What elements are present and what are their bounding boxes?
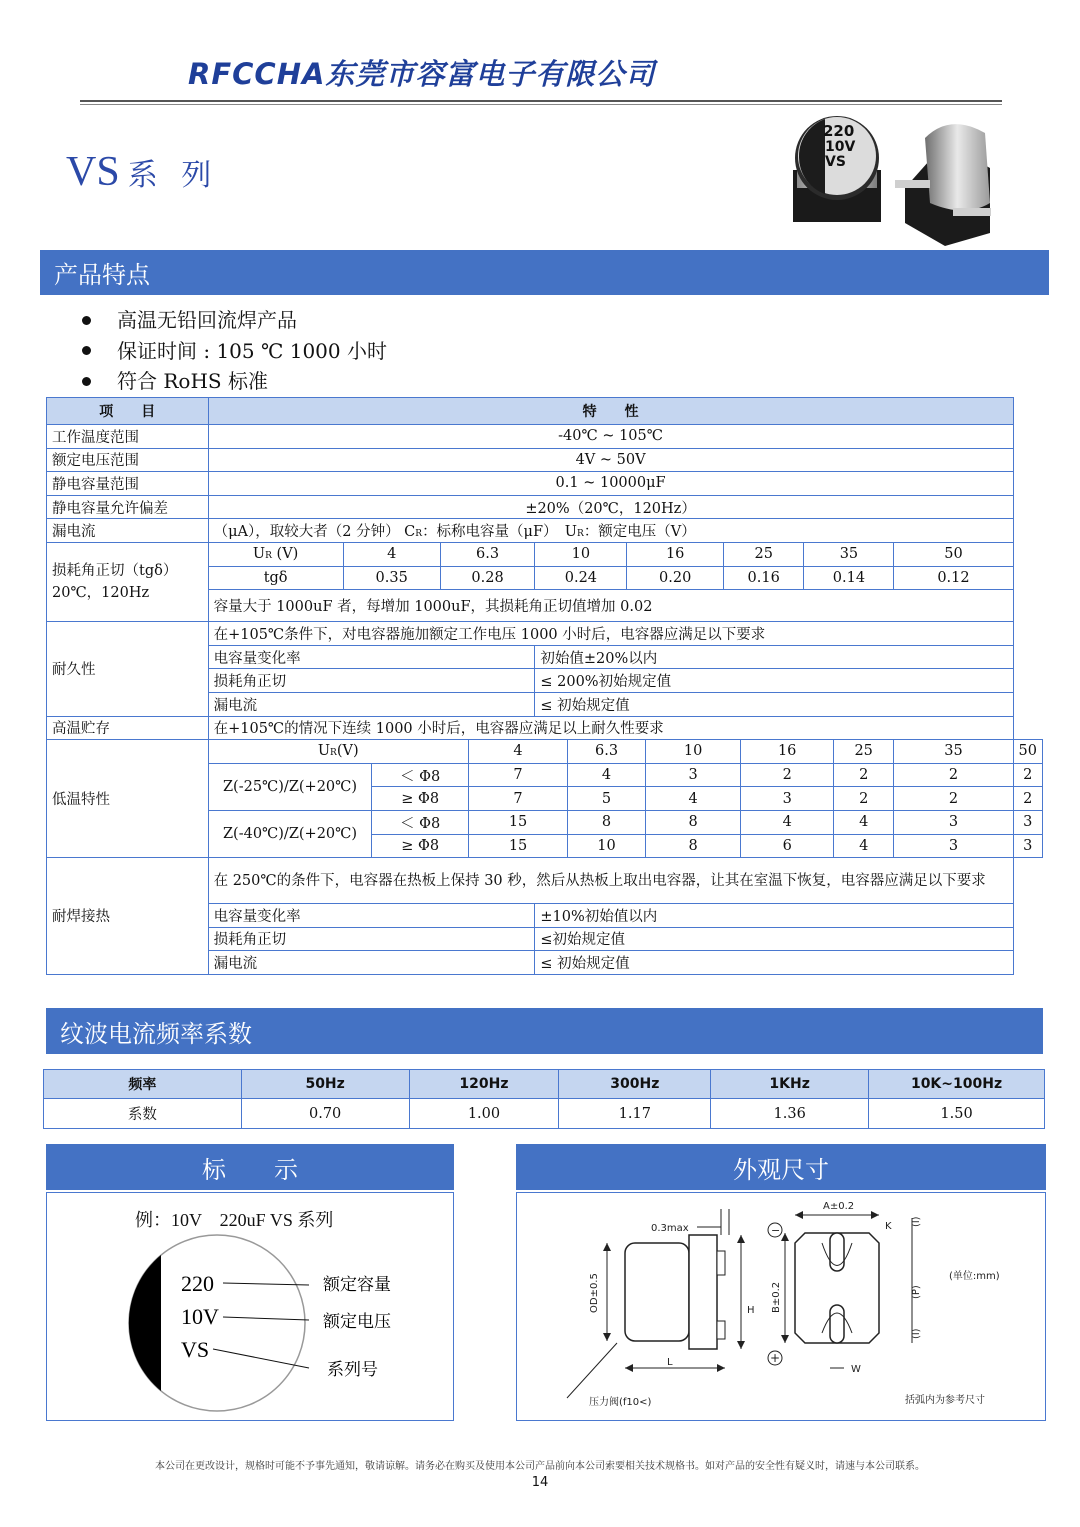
endurance-row: 耐久性 在+105℃条件下，对电容器施加额定工作电压 1000 小时后，电容器应满足以下要求: [47, 622, 1043, 646]
dimension-drawing: [517, 1193, 1044, 1419]
bullet-icon: [82, 346, 91, 355]
dimensions-panel: [516, 1192, 1046, 1421]
svg-text:压力阀(f10<): 压力阀(f10<): [589, 1397, 652, 1408]
footer-note: 本公司在更改设计，规格时可能不予事先通知，敬请谅解。请务必在购买及使用本公司产品前向本公司索要相关技术规格书。如对产品的安全性有疑义时，请速与本公司联系。: [155, 1461, 925, 1472]
minus-icon: −: [771, 1224, 781, 1237]
svg-text:(P): (P): [911, 1285, 922, 1299]
series-title: [66, 148, 219, 196]
ripple-freq-row: 频率 50Hz 120Hz 300Hz 1KHz 10K~100Hz: [44, 1070, 1045, 1099]
marking-example: 例：10V 220uF VS 系列: [135, 1210, 334, 1230]
spec-header-row: [47, 398, 1043, 425]
bullet-icon: [82, 377, 91, 386]
spec-row: 静电容量范围 0.1 ~ 10000μF: [47, 472, 1043, 496]
svg-text:括弧内为参考尺寸: 括弧内为参考尺寸: [905, 1395, 985, 1406]
tan-voltage-row: 损耗角正切（tgδ） 20℃，120Hz UR (V) 4 6.3 10 16 25 35 50: [47, 542, 1043, 566]
header-rule: [80, 100, 1002, 102]
photo-text-3: VS: [825, 154, 846, 170]
company-name: RFCCHA东莞市容富电子有限公司: [188, 57, 656, 91]
spec-row: 工作温度范围 -40℃ ~ 105℃: [47, 425, 1043, 449]
page-number: 14: [531, 1475, 549, 1490]
tan-note-row: 容量大于 1000uF 者，每增加 1000uF，其损耗角正切值增加 0.02: [47, 590, 1043, 622]
ripple-table: [43, 1069, 1045, 1129]
photo-text-2: 10V: [825, 139, 856, 155]
series-name: VS: [66, 149, 120, 195]
section-marking-header: 标 示: [46, 1144, 454, 1190]
col-char: 特 性: [208, 398, 1013, 425]
photo-text-1: 220: [823, 122, 855, 140]
spec-row: 漏电流 （μA），取较大者（2 分钟） CR：标称电容量（μF） UR：额定电压（V）: [47, 519, 1043, 543]
svg-text:H: H: [747, 1305, 755, 1316]
section-dimensions-header: 外观尺寸: [516, 1144, 1046, 1190]
tan-value-row: tgδ 0.35 0.28 0.24 0.20 0.16 0.14 0.12: [47, 566, 1043, 590]
svg-text:VS: VS: [181, 1337, 210, 1362]
svg-text:(单位:mm): (单位:mm): [949, 1271, 1000, 1282]
svg-text:系列号: 系列号: [327, 1360, 378, 1380]
svg-text:B±0.2: B±0.2: [771, 1281, 782, 1313]
svg-text:0.3max: 0.3max: [651, 1223, 689, 1234]
svg-text:额定电压: 额定电压: [323, 1312, 391, 1332]
svg-text:(l): (l): [911, 1216, 922, 1227]
header-rule-thin: [80, 104, 1002, 105]
svg-text:(l): (l): [911, 1328, 922, 1339]
svg-text:W: W: [851, 1364, 861, 1375]
capacitor-photo: [785, 108, 1000, 246]
spec-row: 额定电压范围 4V ~ 50V: [47, 448, 1043, 472]
series-suffix: 系 列: [127, 159, 220, 192]
lowtemp-voltage-row: 低温特性 UR(V) 4 6.3 10 16 25 35 50: [47, 740, 1043, 764]
section-features-header: 产品特点: [40, 250, 1049, 295]
feature-item: 高温无铅回流焊产品: [80, 305, 387, 336]
leak-current-value: （μA），取较大者（2 分钟） CR：标称电容量（μF） UR：额定电压（V）: [208, 519, 1013, 543]
svg-text:10V: 10V: [181, 1304, 219, 1329]
ripple-coef-row: 系数 0.70 1.00 1.17 1.36 1.50: [44, 1099, 1045, 1129]
svg-text:A±0.2: A±0.2: [823, 1201, 855, 1212]
feature-item: 保证时间 : 105 ℃ 1000 小时: [80, 336, 387, 367]
tan-label: 损耗角正切（tgδ） 20℃，120Hz: [47, 542, 209, 621]
bullet-icon: [82, 316, 91, 325]
section-ripple-header: 纹波电流频率系数: [46, 1008, 1043, 1054]
col-item: 项 目: [47, 398, 209, 425]
spec-row: 静电容量允许偏差 ±20%（20℃，120Hz）: [47, 495, 1043, 519]
feature-item: 符合 RoHS 标准: [80, 366, 387, 397]
plus-icon: +: [770, 1351, 781, 1365]
svg-text:220: 220: [181, 1271, 214, 1296]
svg-text:L: L: [667, 1357, 673, 1368]
svg-text:K: K: [885, 1221, 892, 1232]
feature-list: [80, 305, 387, 397]
svg-text:额定容量: 额定容量: [323, 1275, 391, 1295]
storage-row: 高温贮存 在+105℃的情况下连续 1000 小时后，电容器应满足以上耐久性要求: [47, 716, 1043, 740]
solder-row: 耐焊接热 在 250℃的条件下，电容器在热板上保持 30 秒，然后从热板上取出电容器，让其在室温下恢复，电容器应满足以下要求: [47, 858, 1043, 904]
marking-panel: [46, 1192, 454, 1421]
marking-diagram: [47, 1193, 452, 1419]
svg-text:OD±0.5: OD±0.5: [589, 1273, 600, 1313]
spec-table: 项 目 特 性 工作温度范围 -40℃ ~ 105℃ 额定电压范围 4V ~ 50V 静电容量范围 0.1 ~ 10000μF 静电容量允许偏差 ±20%（20℃，120Hz） 漏电流 （μA），取较大者（2 分钟） CR：标称电容量（μF） UR：额定电压（V） 损耗角正切（tgδ） 20℃，120Hz UR (V) 4 6.3 10 16 25 35 50 tgδ 0.35 0.28 0.24 0.20 0.16 0.14 0.12 容量大于 1000uF 者，每增加 1000uF，其损耗角正切值增加 0.02 耐久性 在+105℃条件下，对电容器施加额定工作电压 1000 小时后，电容器应满足以下要求 电容量变化率 初始值±20%以内 损耗角正切 ≤ 200%初始规定值 漏电流 ≤ 初始规定值 高温贮存 在+105℃的情况下连续 1000 小时后，电容器应满足以上耐久性要求 低温特性 UR(V) 4 6.3 10 16 25 35 50 Z(-25℃)/Z(+20℃) ＜ Φ8 7 4 3 2 2 2 2 ≥ Φ8 7 5 4 3 2 2 2 Z(-40℃)/Z(+20℃) ＜ Φ8 15 8 8 4 4 3 3 ≥ Φ8 15 10 8 6 4 3 3 耐焊接热 在 250℃的条件下，电容器在热板上保持 30 秒，然后从热板上取出电容器，让其在室温下恢复，电容器应满足以下要求 电容量变化率 ±10%初始值以内 损耗角正切 ≤初始规定值 漏电流 ≤ 初始规定值: [46, 397, 1043, 975]
